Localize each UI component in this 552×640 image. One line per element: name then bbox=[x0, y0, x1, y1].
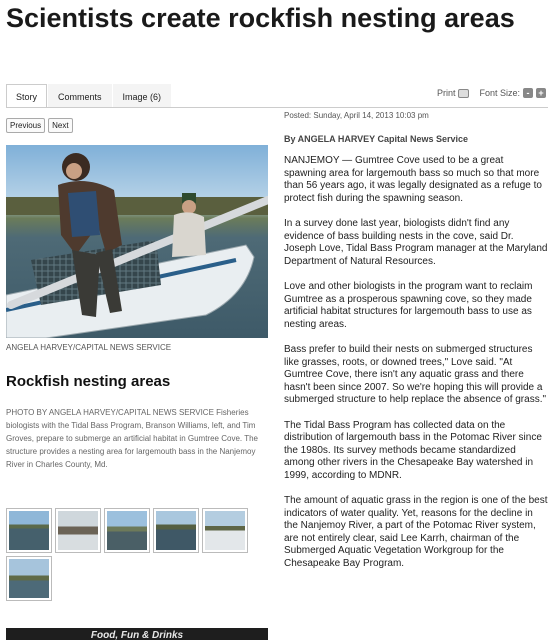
paragraph: Bass prefer to build their nests on submerged structures like grasses, roots, or downed trees," Love said. "At Gumtree Cove, there isn't any aquatic grass and there hasn't been since 2007. So we're hoping this will provide a submerged structure to help replace the absence of grass." bbox=[284, 344, 547, 405]
paragraph: Love and other biologists in the program want to reclaim Gumtree as a prosperous spawning cove, so they made artificial habitat structures for largemouth bass to use as nesting areas. bbox=[284, 281, 533, 330]
gallery-title: Rockfish nesting areas bbox=[6, 373, 171, 390]
paragraph: NANJEMOY — Gumtree Cove used to be a great spawning area for largemouth bass so much so that more than 56 years ago, it was legally designated as a refuge to protect fish during the spawning season. bbox=[284, 155, 542, 204]
print-link[interactable]: Print bbox=[436, 88, 456, 98]
tab-divider bbox=[6, 107, 548, 108]
image-nav bbox=[6, 118, 73, 133]
tab-images[interactable]: Image (6) bbox=[113, 84, 172, 108]
thumbnail-4[interactable] bbox=[153, 508, 199, 553]
article-tabs bbox=[6, 84, 172, 108]
next-button[interactable]: Next bbox=[48, 118, 72, 133]
font-size-label: Font Size: bbox=[479, 88, 520, 98]
thumbnail-2[interactable] bbox=[55, 508, 101, 553]
paragraph: The Tidal Bass Program has collected data on the distribution of largemouth bass in the Potomac River since the 1980s. Its survey methods became standardized among other rivers in the Chesapeake Bay watershed in 1999, according to MDNR. bbox=[284, 419, 542, 481]
article-tools bbox=[437, 88, 546, 98]
advertisement-banner[interactable]: Food, Fun & Drinks bbox=[6, 628, 268, 640]
tab-story[interactable]: Story bbox=[6, 84, 47, 108]
photo-scene bbox=[6, 145, 268, 338]
paragraph: In a survey done last year, biologists didn't find any evidence of bass building nests in the cove, said Dr. Joseph Love, Tidal Bass Program manager at the Maryland Department of Natural Resources. bbox=[284, 218, 548, 267]
thumbnail-5[interactable] bbox=[202, 508, 248, 553]
paragraph: The amount of aquatic grass in the region is one of the best indicators of water quality. Yet, reasons for the decline in the Nanjemoy River, a part of the Potomac River system, are not entirely clear, said Lee Karrh, chairman of the Submerged Aquatic Vegetation Workgroup for the Chesapeake Bay Program. bbox=[284, 495, 548, 569]
tab-comments[interactable]: Comments bbox=[48, 84, 112, 108]
font-increase-button[interactable]: + bbox=[536, 88, 546, 98]
article-body bbox=[284, 155, 548, 583]
thumbnail-6[interactable] bbox=[6, 556, 52, 601]
thumbnail-1[interactable] bbox=[6, 508, 52, 553]
thumbnail-3[interactable] bbox=[104, 508, 150, 553]
photo-credit: ANGELA HARVEY/CAPITAL NEWS SERVICE bbox=[6, 343, 172, 352]
article-headline: Scientists create rockfish nesting areas bbox=[6, 3, 515, 33]
font-decrease-button[interactable]: - bbox=[523, 88, 533, 98]
article-byline: By ANGELA HARVEY Capital News Service bbox=[284, 134, 469, 144]
previous-button[interactable]: Previous bbox=[6, 118, 45, 133]
main-photo[interactable] bbox=[6, 145, 268, 338]
posted-date: Posted: Sunday, April 14, 2013 10:03 pm bbox=[284, 111, 429, 120]
photo-caption: PHOTO BY ANGELA HARVEY/CAPITAL NEWS SERVICE Fisheries biologists with the Tidal Bass Program, Branson Williams, left, and Tim Groves, prepare to submerge an artificial habitat in Gumtree Cove. The structure provides a nesting area for largemouth bass in the Nanjemoy River in Charles County, Md. bbox=[6, 408, 258, 469]
print-icon[interactable] bbox=[458, 89, 469, 98]
